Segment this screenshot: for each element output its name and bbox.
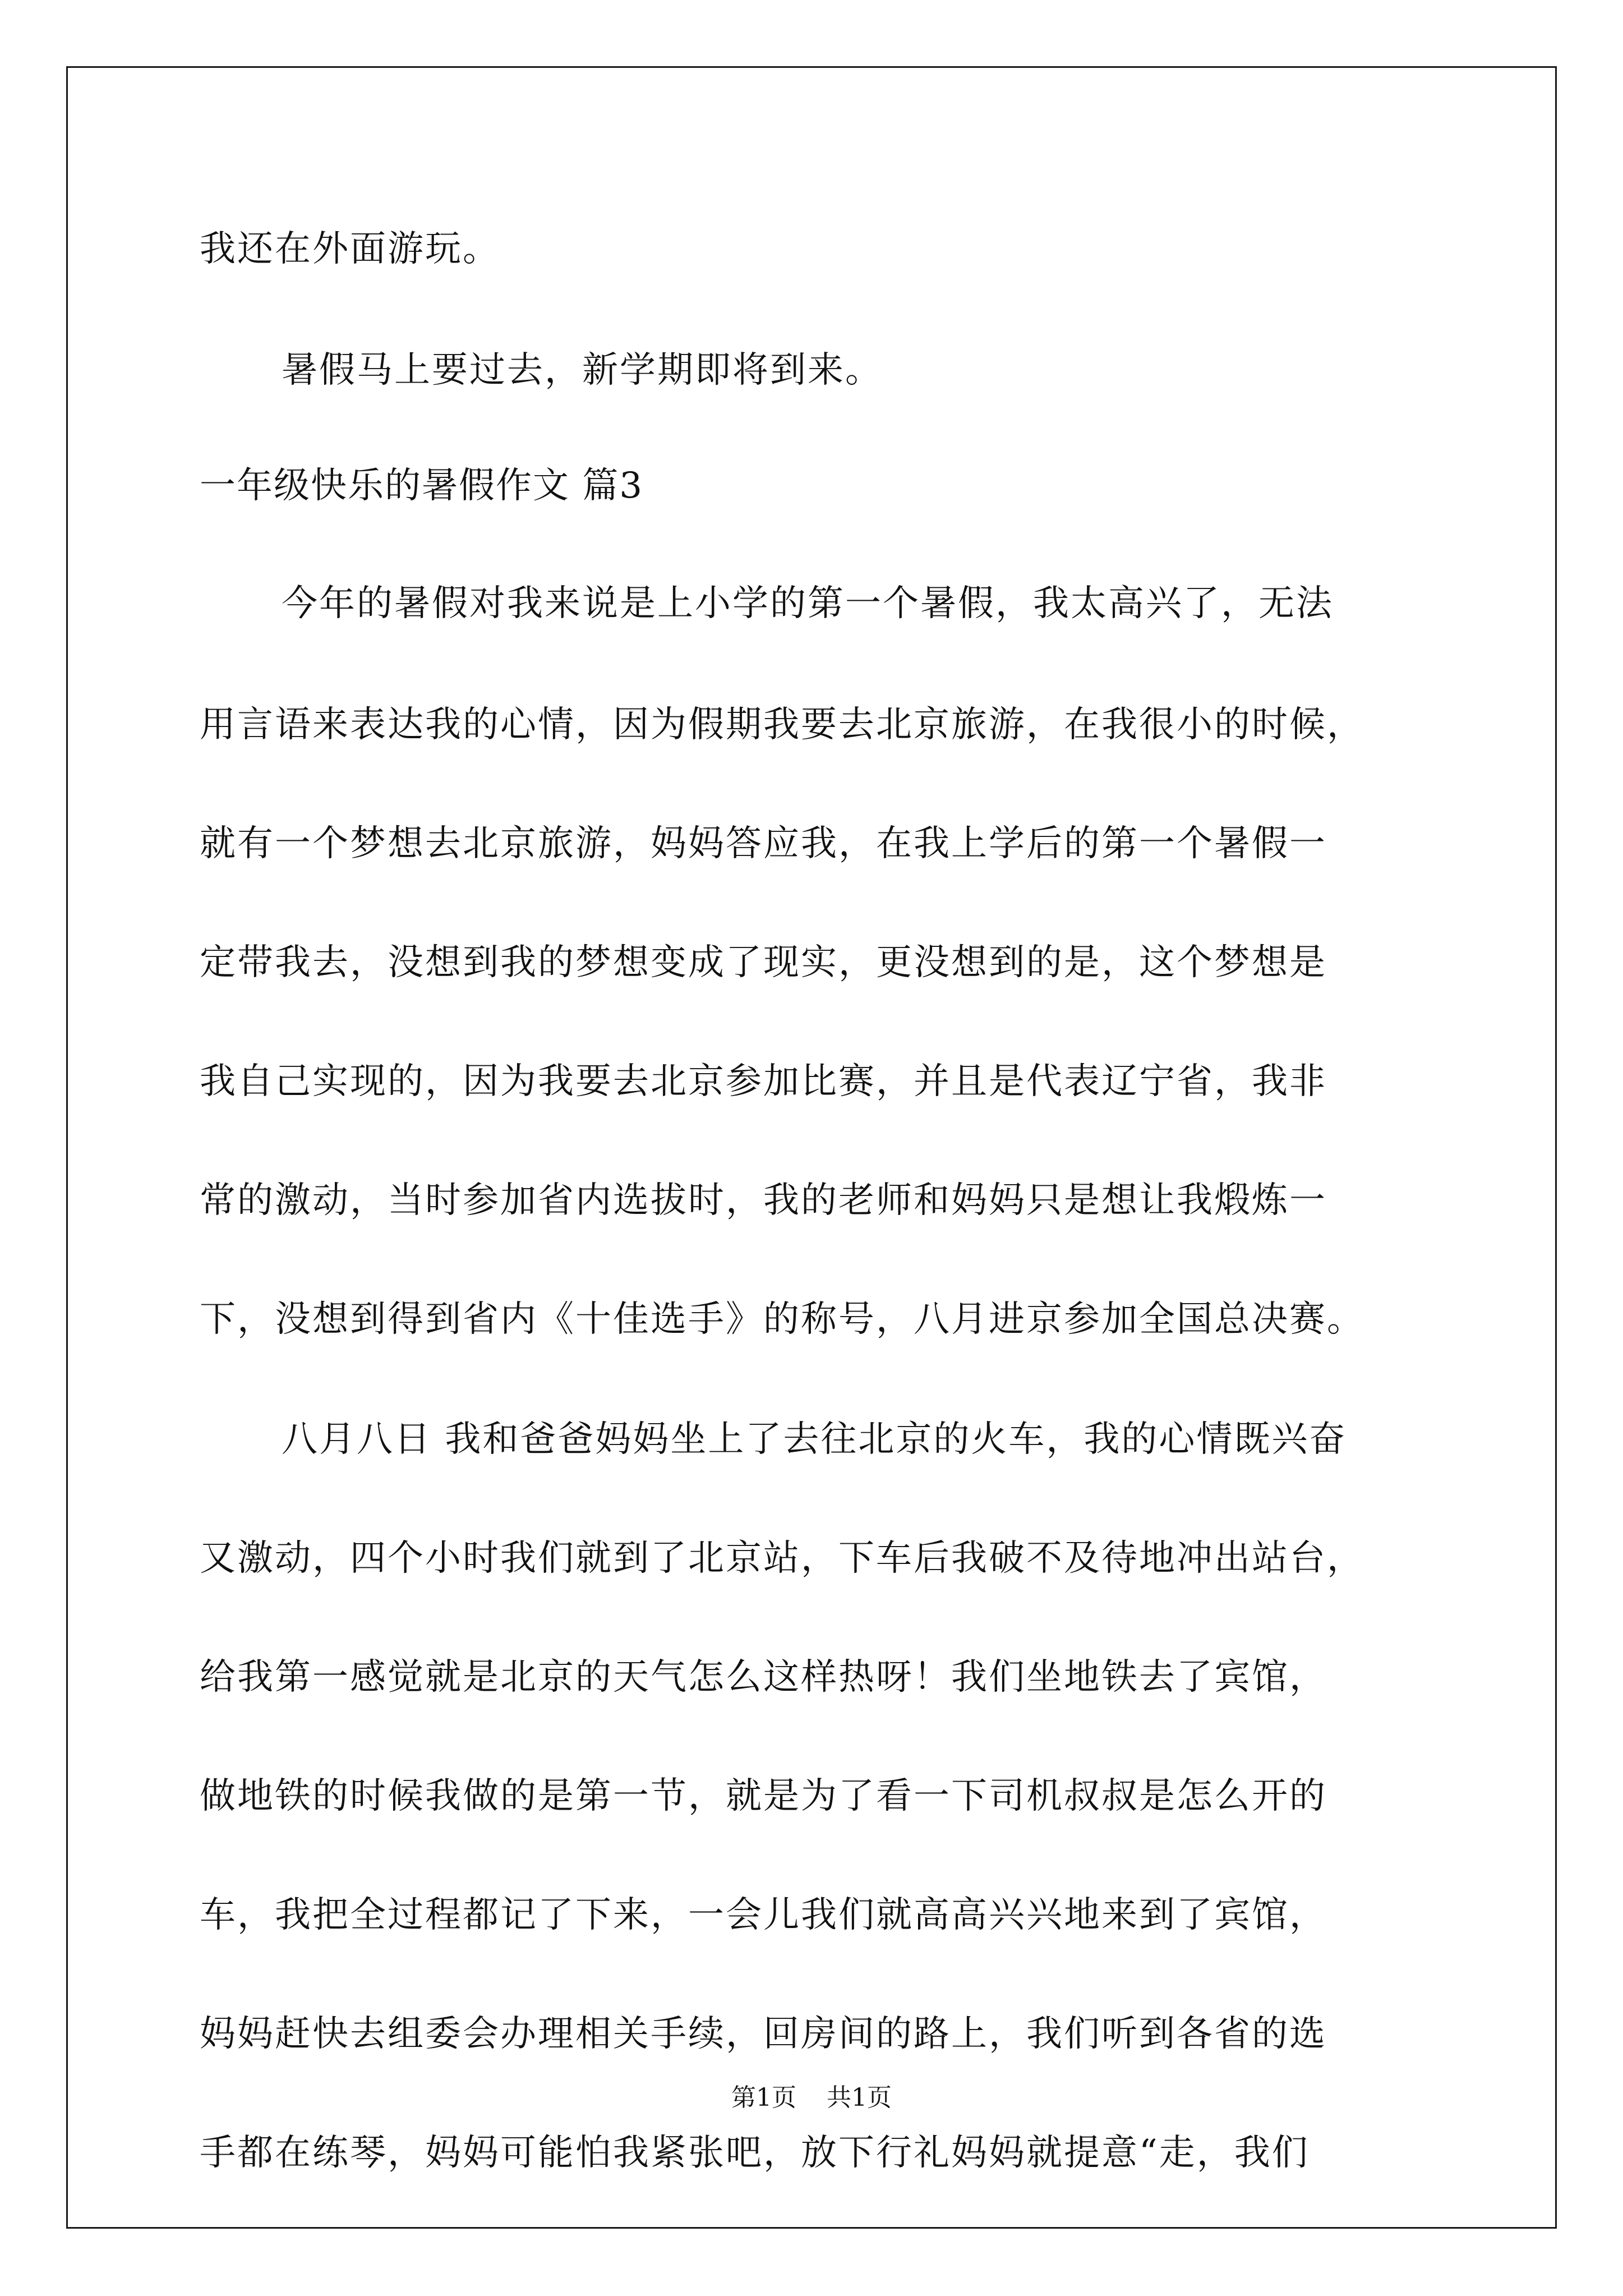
paragraph-4-line-1: 八月八日 我和爸爸妈妈坐上了去往北京的火车，我的心情既兴奋 xyxy=(282,1419,1347,1460)
paragraph-4-line-7: 手都在练琴，妈妈可能怕我紧张吧，放下行礼妈妈就提意“走，我们 xyxy=(200,2132,1310,2174)
page-total: 共1页 xyxy=(827,2083,892,2112)
paragraph-1-line-1: 我还在外面游玩。 xyxy=(200,228,500,270)
paragraph-4-line-6: 妈妈赶快去组委会办理相关手续，回房间的路上，我们听到各省的选 xyxy=(200,2013,1327,2055)
paragraph-4-line-5: 车，我把全过程都记了下来，一会儿我们就高高兴兴地来到了宾馆， xyxy=(200,1894,1327,1936)
paragraph-3-line-2: 用言语来表达我的心情，因为假期我要去北京旅游，在我很小的时候， xyxy=(200,704,1364,746)
paragraph-3-line-3: 就有一个梦想去北京旅游，妈妈答应我，在我上学后的第一个暑假一 xyxy=(200,823,1327,864)
paragraph-3-line-6: 常的激动，当时参加省内选拔时，我的老师和妈妈只是想让我煅炼一 xyxy=(200,1180,1327,1221)
page-number: 第1页 xyxy=(731,2083,796,2112)
paragraph-2-line-1: 暑假马上要过去，新学期即将到来。 xyxy=(282,349,883,391)
paragraph-3-line-7: 下，没想到得到省内《十佳选手》的称号，八月进京参加全国总决赛。 xyxy=(200,1299,1364,1340)
page-footer xyxy=(0,2081,1623,2115)
paragraph-3-line-4: 定带我去，没想到我的梦想变成了现实，更没想到的是，这个梦想是 xyxy=(200,942,1327,983)
paragraph-3-line-1: 今年的暑假对我来说是上小学的第一个暑假，我太高兴了，无法 xyxy=(282,583,1334,624)
section-heading: 一年级快乐的暑假作文 篇3 xyxy=(200,465,644,507)
paragraph-4-line-2: 又激动，四个小时我们就到了北京站，下车后我破不及待地冲出站台， xyxy=(200,1538,1364,1579)
paragraph-4-line-3: 给我第一感觉就是北京的天气怎么这样热呀！我们坐地铁去了宾馆， xyxy=(200,1657,1327,1698)
paragraph-4-line-4: 做地铁的时候我做的是第一节，就是为了看一下司机叔叔是怎么开的 xyxy=(200,1775,1327,1817)
paragraph-3-line-5: 我自己实现的，因为我要去北京参加比赛，并且是代表辽宁省，我非 xyxy=(200,1061,1327,1102)
